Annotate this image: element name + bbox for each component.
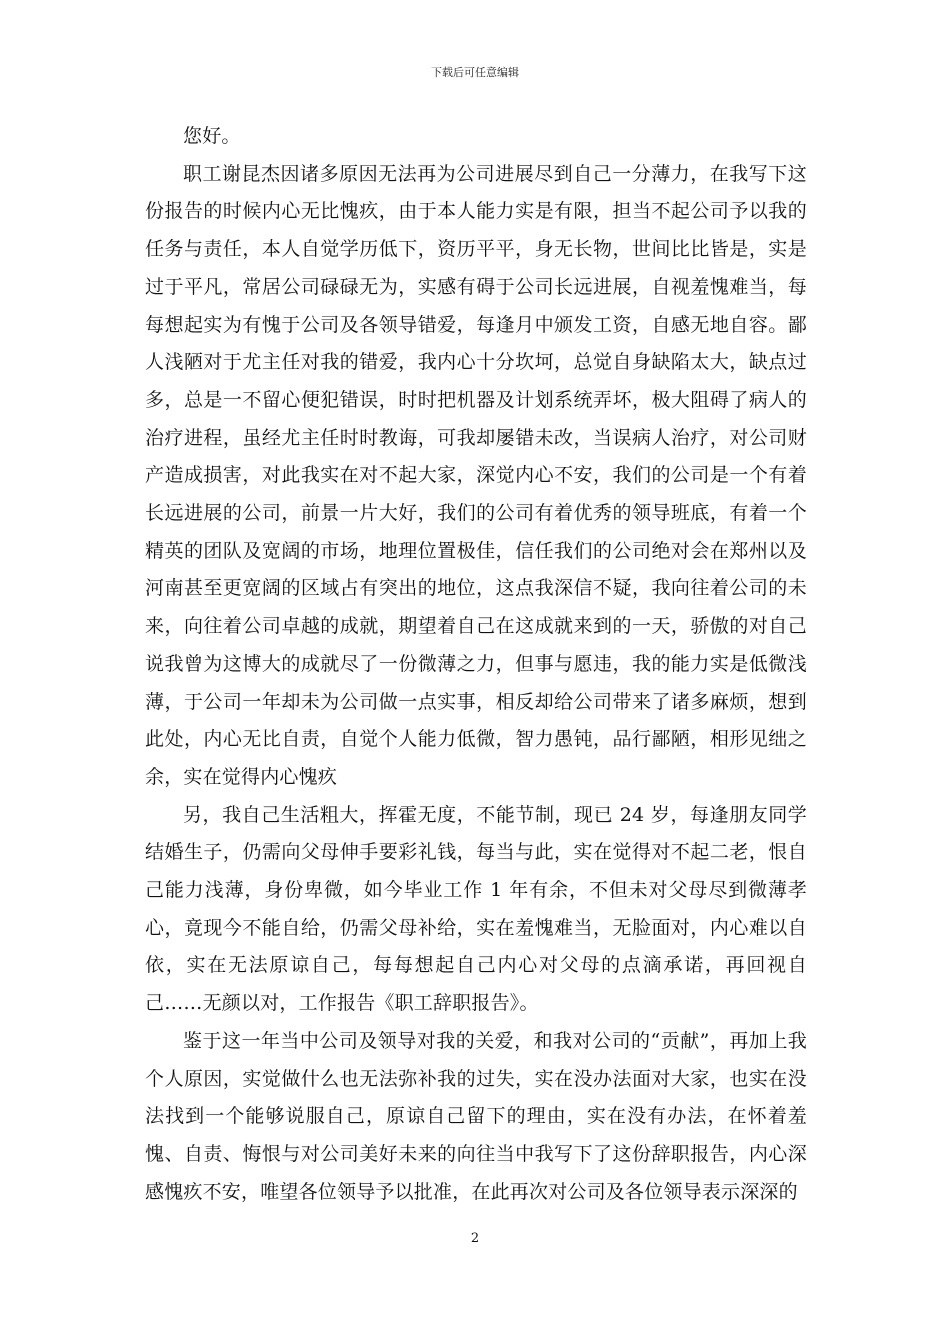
page-header: 下载后可任意编辑 [431,66,519,79]
page-number: 2 [470,1231,480,1246]
paragraph-greeting: 您好。 [183,125,241,147]
document-body [145,118,807,1211]
paragraph-personal: 另，我自己生活粗大，挥霍无度，不能节制，现已 24 岁，每逢朋友同学结婚生子，仍需向父母伸手要彩礼钱，每当与此，实在觉得对不起二老，恨自己能力浅薄，身份卑微，如今毕业工作 1 年有余，不但未对父母尽到微薄孝心，竟现今不能自给，仍需父母补给，实在羞愧难当，无脸面对，内心难以自依，实在无法原谅自己，每每想起自己内心对父母的点滴承诺，再回视自己……无颜以对，工作报告《职工辞职报告》。 [145,803,807,1015]
paragraph-conclusion: 鉴于这一年当中公司及领导对我的关爱，和我对公司的“贡献”，再加上我个人原因，实觉做什么也无法弥补我的过失，实在没办法面对大家，也实在没法找到一个能够说服自己，原谅自己留下的理由，实在没有办法，在怀着羞愧、自责、悔恨与对公司美好未来的向往当中我写下了这份辞职报告，内心深感愧疚不安，唯望各位领导予以批准，在此再次对公司及各位领导表示深深的 [145,1029,807,1203]
paragraph-reasons: 职工谢昆杰因诸多原因无法再为公司进展尽到自己一分薄力，在我写下这份报告的时候内心无比愧疚，由于本人能力实是有限，担当不起公司予以我的任务与责任，本人自觉学历低下，资历平平，身无长物，世间比比皆是，实是过于平凡，常居公司碌碌无为，实感有碍于公司长远进展，自视羞愧难当，每每想起实为有愧于公司及各领导错爱，每逢月中颁发工资，自感无地自容。鄙人浅陋对于尤主任对我的错爱，我内心十分坎坷，总觉自身缺陷太大，缺点过多，总是一不留心便犯错误，时时把机器及计划系统弄坏，极大阻碍了病人的治疗进程，虽经尤主任时时教诲，可我却屡错未改，当误病人治疗，对公司财产造成损害，对此我实在对不起大家，深觉内心不安，我们的公司是一个有着长远进展的公司，前景一片大好，我们的公司有着优秀的领导班底，有着一个精英的团队及宽阔的市场，地理位置极佳，信任我们的公司绝对会在郑州以及河南甚至更宽阔的区域占有突出的地位，这点我深信不疑，我向往着公司的未来，向往着公司卓越的成就，期望着自己在这成就来到的一天，骄傲的对自己说我曾为这博大的成就尽了一份微薄之力，但事与愿违，我的能力实是低微浅薄，于公司一年却未为公司做一点实事，相反却给公司带来了诸多麻烦，想到此处，内心无比自责，自觉个人能力低微，智力愚钝，品行鄙陋，相形见绌之余，实在觉得内心愧疚 [145,162,807,788]
